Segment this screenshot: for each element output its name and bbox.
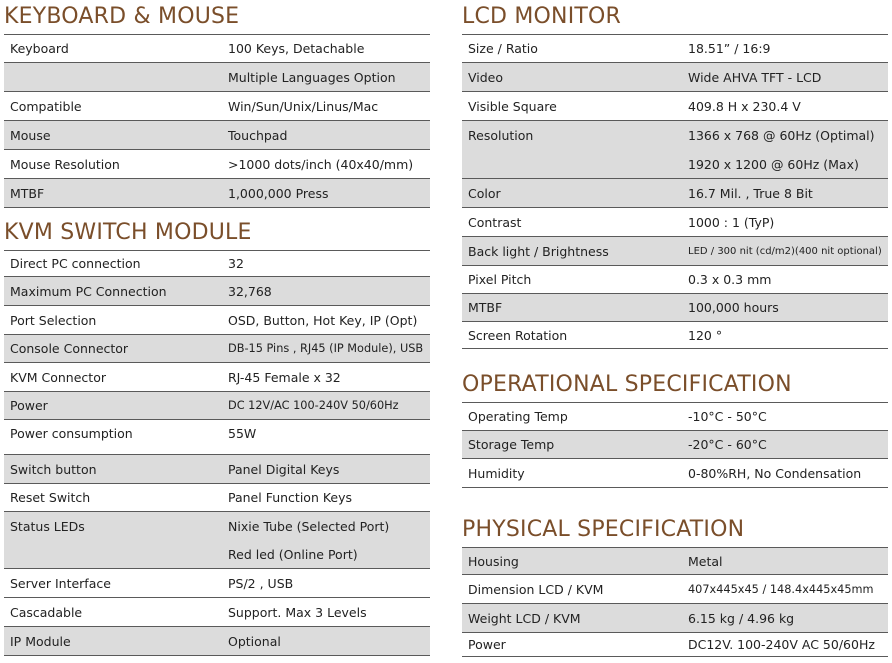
spec-row <box>4 179 430 208</box>
spec-key: Keyboard <box>10 41 69 56</box>
spec-key: Contrast <box>468 214 522 230</box>
spec-key: Size / Ratio <box>468 41 538 56</box>
spec-row <box>462 121 888 150</box>
spec-row <box>462 431 888 459</box>
spec-row <box>4 598 430 627</box>
spec-value: Touchpad <box>228 127 288 143</box>
physical-section <box>462 517 888 657</box>
spec-key: Status LEDs <box>10 518 85 534</box>
spec-row <box>4 150 430 179</box>
spec-row <box>462 34 888 63</box>
spec-value: 32,768 <box>228 283 272 299</box>
spec-row <box>462 92 888 121</box>
spec-key: Dimension LCD / KVM <box>468 581 604 597</box>
spec-value: 55W <box>228 426 257 441</box>
physical-title: PHYSICAL SPECIFICATION <box>462 517 745 542</box>
spec-value: Support. Max 3 Levels <box>228 604 367 620</box>
spec-row <box>462 547 888 575</box>
spec-value: 0.3 x 0.3 mm <box>688 272 772 287</box>
spec-key: Reset Switch <box>10 490 91 505</box>
spec-value: Optional <box>228 633 281 649</box>
spec-value: OSD, Button, Hot Key, IP (Opt) <box>228 312 418 328</box>
spec-value: -20°C - 60°C <box>688 437 767 452</box>
spec-row <box>4 540 430 569</box>
spec-key: MTBF <box>468 300 503 315</box>
spec-value: Panel Digital Keys <box>228 461 340 477</box>
spec-value: Panel Function Keys <box>228 490 353 505</box>
spec-value: 1920 x 1200 @ 60Hz (Max) <box>688 156 859 172</box>
spec-key: Mouse Resolution <box>10 156 120 172</box>
spec-row <box>4 277 430 306</box>
spec-row <box>4 250 430 277</box>
spec-key: Power <box>10 398 48 413</box>
spec-row <box>4 121 430 150</box>
spec-value: DB-15 Pins , RJ45 (IP Module), USB <box>228 342 424 355</box>
spec-key: Direct PC connection <box>10 256 141 271</box>
keyboard-mouse-title: KEYBOARD & MOUSE <box>4 4 240 29</box>
spec-row <box>462 266 888 294</box>
spec-key: Back light / Brightness <box>468 243 609 259</box>
operational-title: OPERATIONAL SPECIFICATION <box>462 372 792 397</box>
spec-row <box>462 179 888 208</box>
spec-value: 6.15 kg / 4.96 kg <box>688 610 795 626</box>
spec-row <box>4 512 430 540</box>
spec-value: 18.51” / 16:9 <box>688 41 771 56</box>
spec-key: Maximum PC Connection <box>10 283 167 299</box>
spec-key: KVM Connector <box>10 369 106 385</box>
spec-key: Console Connector <box>10 341 129 356</box>
spec-row <box>4 63 430 92</box>
spec-row <box>4 92 430 121</box>
kvm-switch-section <box>4 220 430 656</box>
spec-key: Operating Temp <box>468 409 568 424</box>
spec-row <box>462 459 888 488</box>
spec-key: Power consumption <box>10 426 133 441</box>
spec-key: Color <box>468 185 501 201</box>
spec-row <box>462 633 888 657</box>
spec-value: 0-80%RH, No Condensation <box>688 465 862 481</box>
spec-row <box>462 208 888 237</box>
kvm-switch-title: KVM SWITCH MODULE <box>4 220 252 245</box>
spec-value: RJ-45 Female x 32 <box>228 369 341 385</box>
spec-row <box>4 569 430 598</box>
lcd-monitor-title: LCD MONITOR <box>462 4 622 29</box>
spec-row <box>462 604 888 633</box>
spec-row <box>4 335 430 363</box>
spec-row <box>4 363 430 392</box>
spec-value: 100 Keys, Detachable <box>228 41 365 56</box>
spec-value: DC 12V/AC 100-240V 50/60Hz <box>228 399 399 412</box>
spec-row <box>462 575 888 604</box>
lcd-monitor-section <box>462 4 888 349</box>
spec-row <box>462 294 888 322</box>
spec-key: Resolution <box>468 128 534 143</box>
spec-row <box>4 484 430 512</box>
spec-key: MTBF <box>10 185 45 201</box>
spec-row <box>462 402 888 431</box>
spec-value: 16.7 Mil. , True 8 Bit <box>688 185 813 201</box>
spec-key: Cascadable <box>10 604 83 620</box>
spec-row <box>4 34 430 63</box>
spec-value: Nixie Tube (Selected Port) <box>228 518 390 534</box>
spec-value: 120 ° <box>688 327 723 343</box>
spec-value: LED / 300 nit (cd/m2)(400 nit optional) <box>688 245 882 257</box>
spec-value: 1,000,000 Press <box>228 185 329 201</box>
spec-key: Pixel Pitch <box>468 272 532 287</box>
spec-row <box>4 627 430 656</box>
spec-row <box>4 306 430 335</box>
spec-value: Red led (Online Port) <box>228 546 358 562</box>
spec-key: Compatible <box>10 98 82 114</box>
spec-value: >1000 dots/inch (40x40/mm) <box>228 156 414 172</box>
spec-key: Mouse <box>10 127 51 143</box>
spec-key: Housing <box>468 553 519 569</box>
spec-row <box>462 63 888 92</box>
spec-key: Screen Rotation <box>468 327 568 343</box>
spec-row <box>4 455 430 484</box>
spec-key: Visible Square <box>468 98 557 114</box>
spec-value: 32 <box>228 256 244 271</box>
spec-value: 1000 : 1 (TyP) <box>688 214 775 230</box>
spec-key: Port Selection <box>10 312 97 328</box>
spec-key: Storage Temp <box>468 437 555 452</box>
spec-row <box>462 150 888 179</box>
spec-value: 1366 x 768 @ 60Hz (Optimal) <box>688 128 875 143</box>
spec-key: Weight LCD / KVM <box>468 610 581 626</box>
spec-value: Metal <box>688 553 723 569</box>
spec-row <box>462 237 888 266</box>
spec-value: PS/2 , USB <box>228 575 294 591</box>
spec-value: DC12V. 100-240V AC 50/60Hz <box>688 637 875 652</box>
spec-key: Power <box>468 637 506 652</box>
spec-key: Video <box>468 69 504 85</box>
spec-value: Wide AHVA TFT - LCD <box>688 69 822 85</box>
spec-value: -10°C - 50°C <box>688 409 767 424</box>
spec-value: Win/Sun/Unix/Linus/Mac <box>228 98 379 114</box>
keyboard-mouse-section <box>4 4 430 208</box>
spec-value: 407x445x45 / 148.4x445x45mm <box>688 582 874 596</box>
spec-value: 409.8 H x 230.4 V <box>688 98 801 114</box>
spec-value: 100,000 hours <box>688 300 779 315</box>
spec-value: Multiple Languages Option <box>228 69 396 85</box>
spec-key: IP Module <box>10 633 71 649</box>
spec-key: Server Interface <box>10 575 111 591</box>
spec-key: Humidity <box>468 465 525 481</box>
spec-row <box>4 420 430 455</box>
spec-row <box>4 392 430 420</box>
operational-section <box>462 372 888 488</box>
spec-row <box>462 322 888 349</box>
spec-key: Switch button <box>10 461 97 477</box>
